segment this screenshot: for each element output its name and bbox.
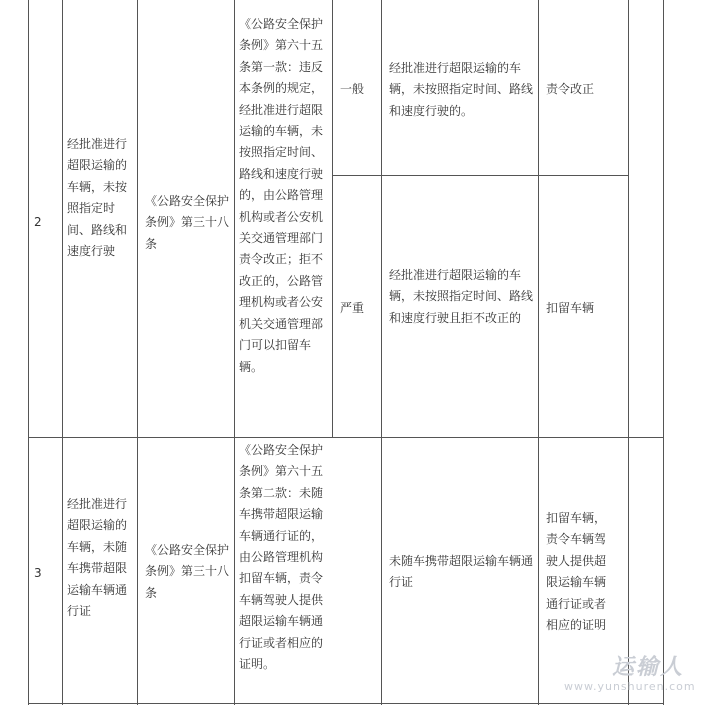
- measure-cell: 扣留车辆: [546, 301, 595, 315]
- table-border: [332, 0, 333, 437]
- circumstance-cell: 未随车携带超限运输车辆通行证: [389, 554, 534, 590]
- measure-cell: 扣留车辆，责令车辆驾驶人提供超限运输车辆通行证或者相应的证明: [546, 511, 607, 633]
- table-border: [28, 0, 29, 705]
- row-index: 3: [34, 566, 42, 580]
- table-border: [28, 437, 664, 438]
- watermark-logo: 运输人: [612, 654, 685, 680]
- circumstance-cell: 经批准进行超限运输的车辆，未按照指定时间、路线和速度行驶且拒不改正的: [389, 268, 534, 325]
- table-border: [538, 0, 539, 705]
- legal-basis-cell: 《公路安全保护条例》第三十八条: [145, 194, 230, 251]
- severity-level: 严重: [340, 301, 365, 315]
- table-border: [28, 703, 664, 704]
- table-border: [381, 0, 382, 705]
- legal-basis-cell: 《公路安全保护条例》第三十八条: [145, 543, 230, 600]
- table-border: [62, 0, 63, 705]
- table-border: [137, 0, 138, 705]
- circumstance-cell: 经批准进行超限运输的车辆，未按照指定时间、路线和速度行驶的。: [389, 61, 534, 118]
- watermark-url: www.yunshuren.com: [564, 680, 696, 693]
- table-border: [332, 175, 629, 176]
- penalty-basis-cell: 《公路安全保护条例》第六十五条第二款：未随车携带超限运输车辆通行证的，由公路管理机构扣留车辆，责令车辆驾驶人提供超限运输车辆通行证或者相应的证明。: [239, 443, 324, 672]
- penalty-basis-cell: 《公路安全保护条例》第六十五条第一款：违反本条例的规定，经批准进行超限运输的车辆，未按照指定时间、路线和速度行驶的，由公路管理机构或者公安机关交通管理部门责令改正；拒不改正的，公路管理机构或者公安机关交通管理部门可以扣留车辆。: [239, 17, 324, 374]
- table-border: [663, 0, 664, 705]
- table-border: [628, 0, 629, 705]
- violation-cell: 经批准进行超限运输的车辆，未按照指定时间、路线和速度行驶: [67, 137, 128, 259]
- violation-cell: 经批准进行超限运输的车辆，未随车携带超限运输车辆通行证: [67, 497, 128, 619]
- severity-level: 一般: [340, 82, 365, 96]
- table-border: [234, 0, 235, 705]
- row-index: 2: [34, 215, 42, 229]
- measure-cell: 责令改正: [546, 82, 595, 96]
